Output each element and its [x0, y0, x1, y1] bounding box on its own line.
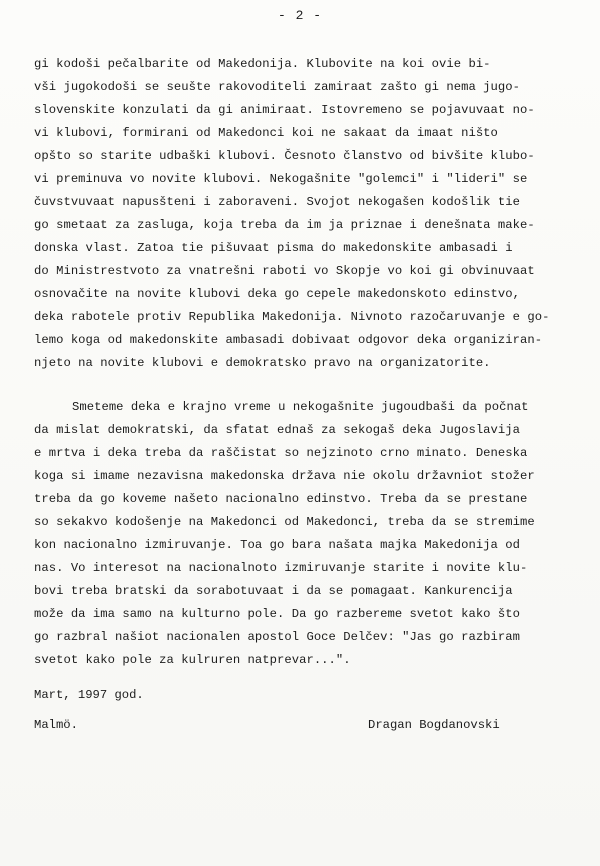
text-line: do Ministrestvoto za vnatrešni raboti vo Skopje vo koi gi obvinuvaat — [34, 264, 535, 278]
text-line: go razbral našiot nacionalen apostol Goce Delčev: "Jas go razbiram — [34, 630, 521, 644]
text-line: vi preminuva vo novite klubovi. Nekogašnite "golemci" i "lideri" se — [34, 172, 528, 186]
text-line: Smeteme deka e krajno vreme u nekogašnite jugoudbaši da počnat — [72, 400, 529, 414]
text-line: slovenskite konzulati da gi animiraat. Istovremeno se pojavuvaat no- — [34, 103, 535, 117]
text-line: nas. Vo interesot na nacionalnoto izmiruvanje starite i novite klu- — [34, 561, 528, 575]
text-line: deka rabotele protiv Republika Makedonija. Nivnoto razočaruvanje e go- — [34, 310, 550, 324]
text-line: da mislat demokratski, da sfatat ednaš za sekogaš deka Jugoslavija — [34, 423, 521, 437]
text-line: gi kodoši pečalbarite od Makedonija. Klubovite na koi ovie bi- — [34, 57, 491, 71]
text-line: čuvstvuvaat napusšteni i zaboraveni. Svojot nekogašen kodošlik tie — [34, 195, 521, 209]
text-line: bovi treba bratski da sorabotuvaat i da se pomagaat. Kankurencija — [34, 584, 513, 598]
text-line: vi klubovi, formirani od Makedonci koi ne sakaat da imaat ništo — [34, 126, 498, 140]
text-line: opšto so starite udbaški klubovi. Česnoto članstvo od bivšite klubo- — [34, 149, 535, 163]
page-number: - 2 - — [277, 8, 322, 23]
text-line: vši jugokodoši se seušte rakovoditeli zamiraat zašto gi nema jugo- — [34, 80, 521, 94]
date-line: Mart, 1997 god. — [34, 688, 144, 702]
text-line: može da ima samo na kulturno pole. Da go razbereme svetot kako što — [34, 607, 521, 621]
text-line: svetot kako pole za kulruren natprevar...". — [34, 653, 351, 667]
place-line: Malmö. — [34, 718, 78, 732]
text-line: lemo koga od makedonskite ambasadi dobivaat odgovor deka organiziran- — [34, 333, 543, 347]
text-line: so sekakvo kodošenje na Makedonci od Makedonci, treba da se stremime — [34, 515, 535, 529]
text-line: go smetaat za zasluga, koja treba da im ja priznae i denešnata make- — [34, 218, 535, 232]
text-line: koga si imame nezavisna makedonska država nie okolu državniot stožer — [34, 469, 535, 483]
text-line: e mrtva i deka treba da raščistat so nejzinoto crno minato. Deneska — [34, 446, 528, 460]
text-line: njeto na novite klubovi e demokratsko pravo na organizatorite. — [34, 356, 491, 370]
text-line: donska vlast. Zatoa tie pišuvaat pisma do makedonskite ambasadi i — [34, 241, 513, 255]
text-line: treba da go koveme našeto nacionalno edinstvo. Treba da se prestane — [34, 492, 528, 506]
text-line: kon nacionalno izmiruvanje. Toa go bara našata majka Makedonija od — [34, 538, 521, 552]
author-name: Dragan Bogdanovski — [368, 718, 500, 732]
text-line: osnovačite na novite klubovi deka go cepele makedonskoto edinstvo, — [34, 287, 521, 301]
